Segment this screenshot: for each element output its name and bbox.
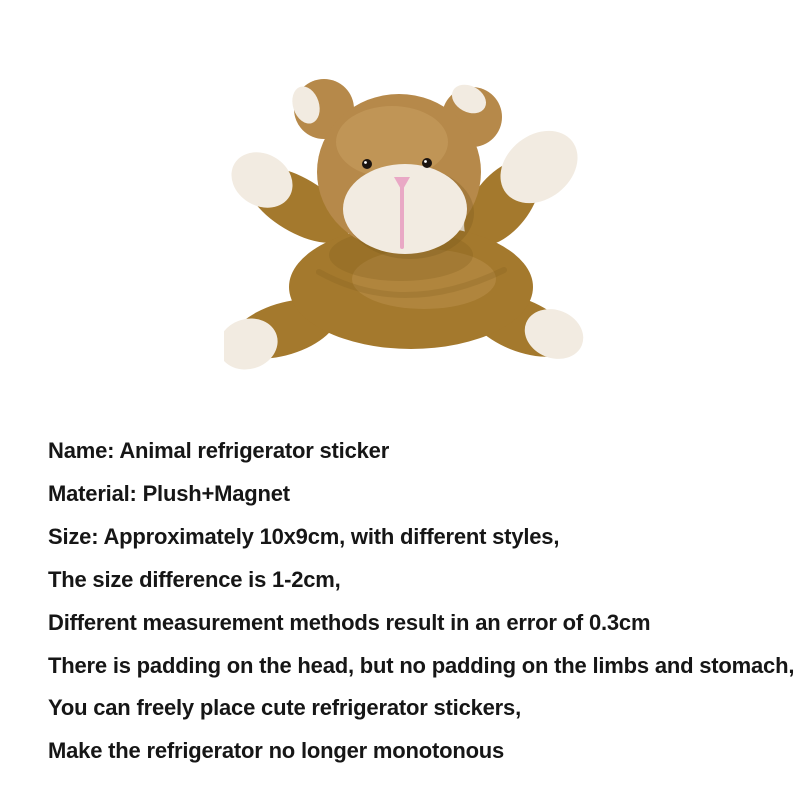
description-line-padding: There is padding on the head, but no padding on the limbs and stomach, [48, 652, 795, 678]
description-line-material: Material: Plush+Magnet [48, 480, 290, 506]
product-description [48, 430, 795, 773]
description-line-size-difference: The size difference is 1-2cm, [48, 566, 341, 592]
description-line-tagline: Make the refrigerator no longer monotonous [48, 738, 505, 764]
plush-left-eye [362, 159, 372, 169]
plush-right-eye-glint [424, 160, 427, 163]
description-line-measurement-error: Different measurement methods result in an error of 0.3cm [48, 609, 651, 635]
description-line-placement: You can freely place cute refrigerator stickers, [48, 695, 521, 721]
plush-right-eye [422, 158, 432, 168]
product-photo [224, 66, 584, 398]
description-line-name: Name: Animal refrigerator sticker [48, 438, 390, 463]
plush-toy-illustration [224, 66, 584, 398]
plush-left-eye-glint [364, 161, 367, 164]
description-line-size: Size: Approximately 10x9cm, with different styles, [48, 523, 560, 549]
